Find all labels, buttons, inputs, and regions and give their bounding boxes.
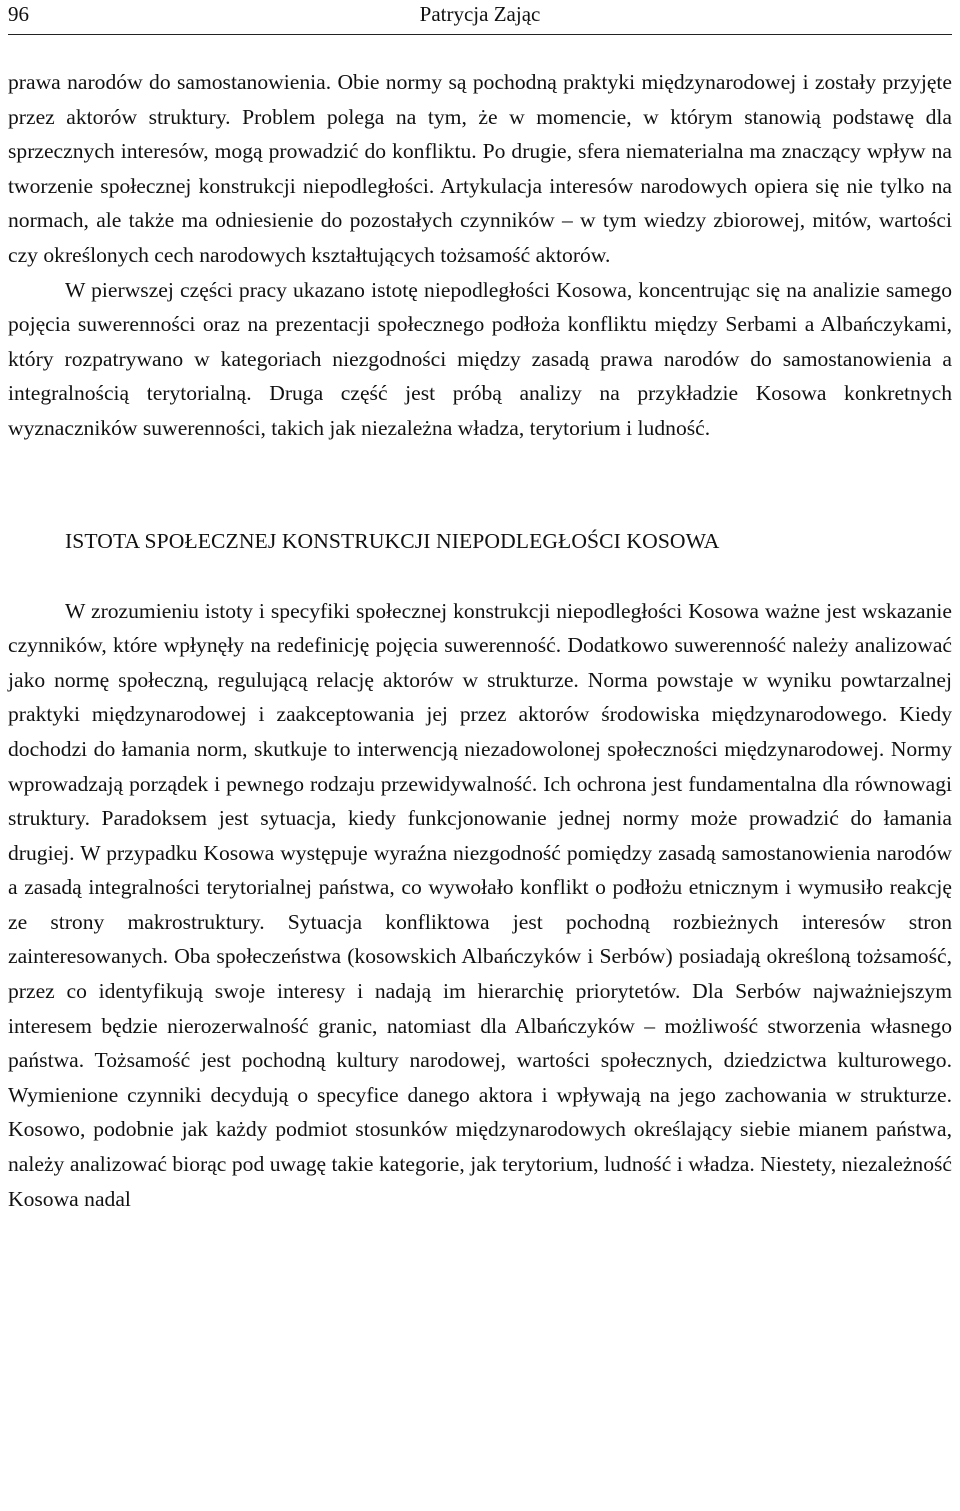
page-header	[8, 0, 952, 35]
section-heading: ISTOTA SPOŁECZNEJ KONSTRUKCJI NIEPODLEGŁOŚCI KOSOWA	[65, 528, 720, 553]
book-page	[8, 0, 952, 1216]
main-text	[8, 65, 952, 1216]
paragraph-summary: W pierwszej części pracy ukazano istotę niepodległości Kosowa, koncentrując się na analizie samego pojęcia suwerenności oraz na prezentacji społecznego podłoża konfliktu między Serbami a Albańczykami, który rozpatrywano w kategoriach niezgodności między zasadą prawa narodów do samostanowienia a integralnością terytorialną. Druga część jest próbą analizy na przykładzie Kosowa konkretnych wyznaczników suwerenności, takich jak niezależna władza, terytorium i ludność.	[8, 277, 952, 440]
section-body	[8, 594, 952, 1217]
paragraph-continued: prawa narodów do samostanowienia. Obie normy są pochodną praktyki międzynarodowej i zostały przyjęte przez aktorów struktury. Problem polega na tym, że w momencie, w którym stanowią podstawę dla sprzecznych interesów, mogą prowadzić do konfliktu. Po drugie, sfera niematerialna ma znaczący wpływ na tworzenie społecznej konstrukcji niepodległości. Artykulacja interesów narodowych opiera się nie tylko na normach, ale także ma odniesienie do pozostałych czynników – w tym wiedzy zbiorowej, mitów, wartości czy określonych cech narodowych kształtujących tożsamość aktorów.	[8, 70, 952, 267]
running-head-author: Patrycja Zając	[419, 2, 541, 26]
section-paragraph: W zrozumieniu istoty i specyfiki społecznej konstrukcji niepodległości Kosowa ważne jest wskazanie czynników, które wpłynęły na redefinicję pojęcia suwerenność. Dodatkowo suwerenność należy analizować jako normę społeczną, regulującą relację aktorów w strukturze. Norma powstaje w wyniku powtarzalnej praktyki międzynarodowej i zaakceptowania jej przez aktorów środowiska międzynarodowego. Kiedy dochodzi do łamania norm, skutkuje to interwencją niezadowolonej społeczności międzynarodowej. Normy wprowadzają porządek i pewnego rodzaju przewidywalność. Ich ochrona jest fundamentalna dla równowagi struktury. Paradoksem jest sytuacja, kiedy funkcjonowanie jednej normy może prowadzić do łamania drugiej. W przypadku Kosowa występuje wyraźna niezgodność pomiędzy zasadą samostanowienia narodów a zasadą integralności terytorialnej państwa, co wywołało konflikt o podłożu etnicznym i wymusiło reakcję ze strony makrostruktury. Sytuacja konfliktowa jest pochodną rozbieżnych interesów stron zainteresowanych. Oba społeczeństwa (kosowskich Albańczyków i Serbów) posiadają określoną tożsamość, przez co identyfikują swoje interesy i nadają im hierarchię priorytetów. Dla Serbów najważniejszym interesem będzie nierozerwalność granic, natomiast dla Albańczyków – możliwość stworzenia własnego państwa. Tożsamość jest pochodną kultury narodowej, wartości społecznych, dziedzictwa kulturowego. Wymienione czynniki decydują o specyfice danego aktora i wpływają na jego zachowania w strukturze. Kosowo, podobnie jak każdy podmiot stosunków międzynarodowych określający siebie mianem państwa, należy analizować biorąc pod uwagę takie kategorie, jak terytorium, ludność i władza. Niestety, niezależność Kosowa nadal	[8, 598, 952, 1211]
page-number: 96	[8, 2, 29, 26]
